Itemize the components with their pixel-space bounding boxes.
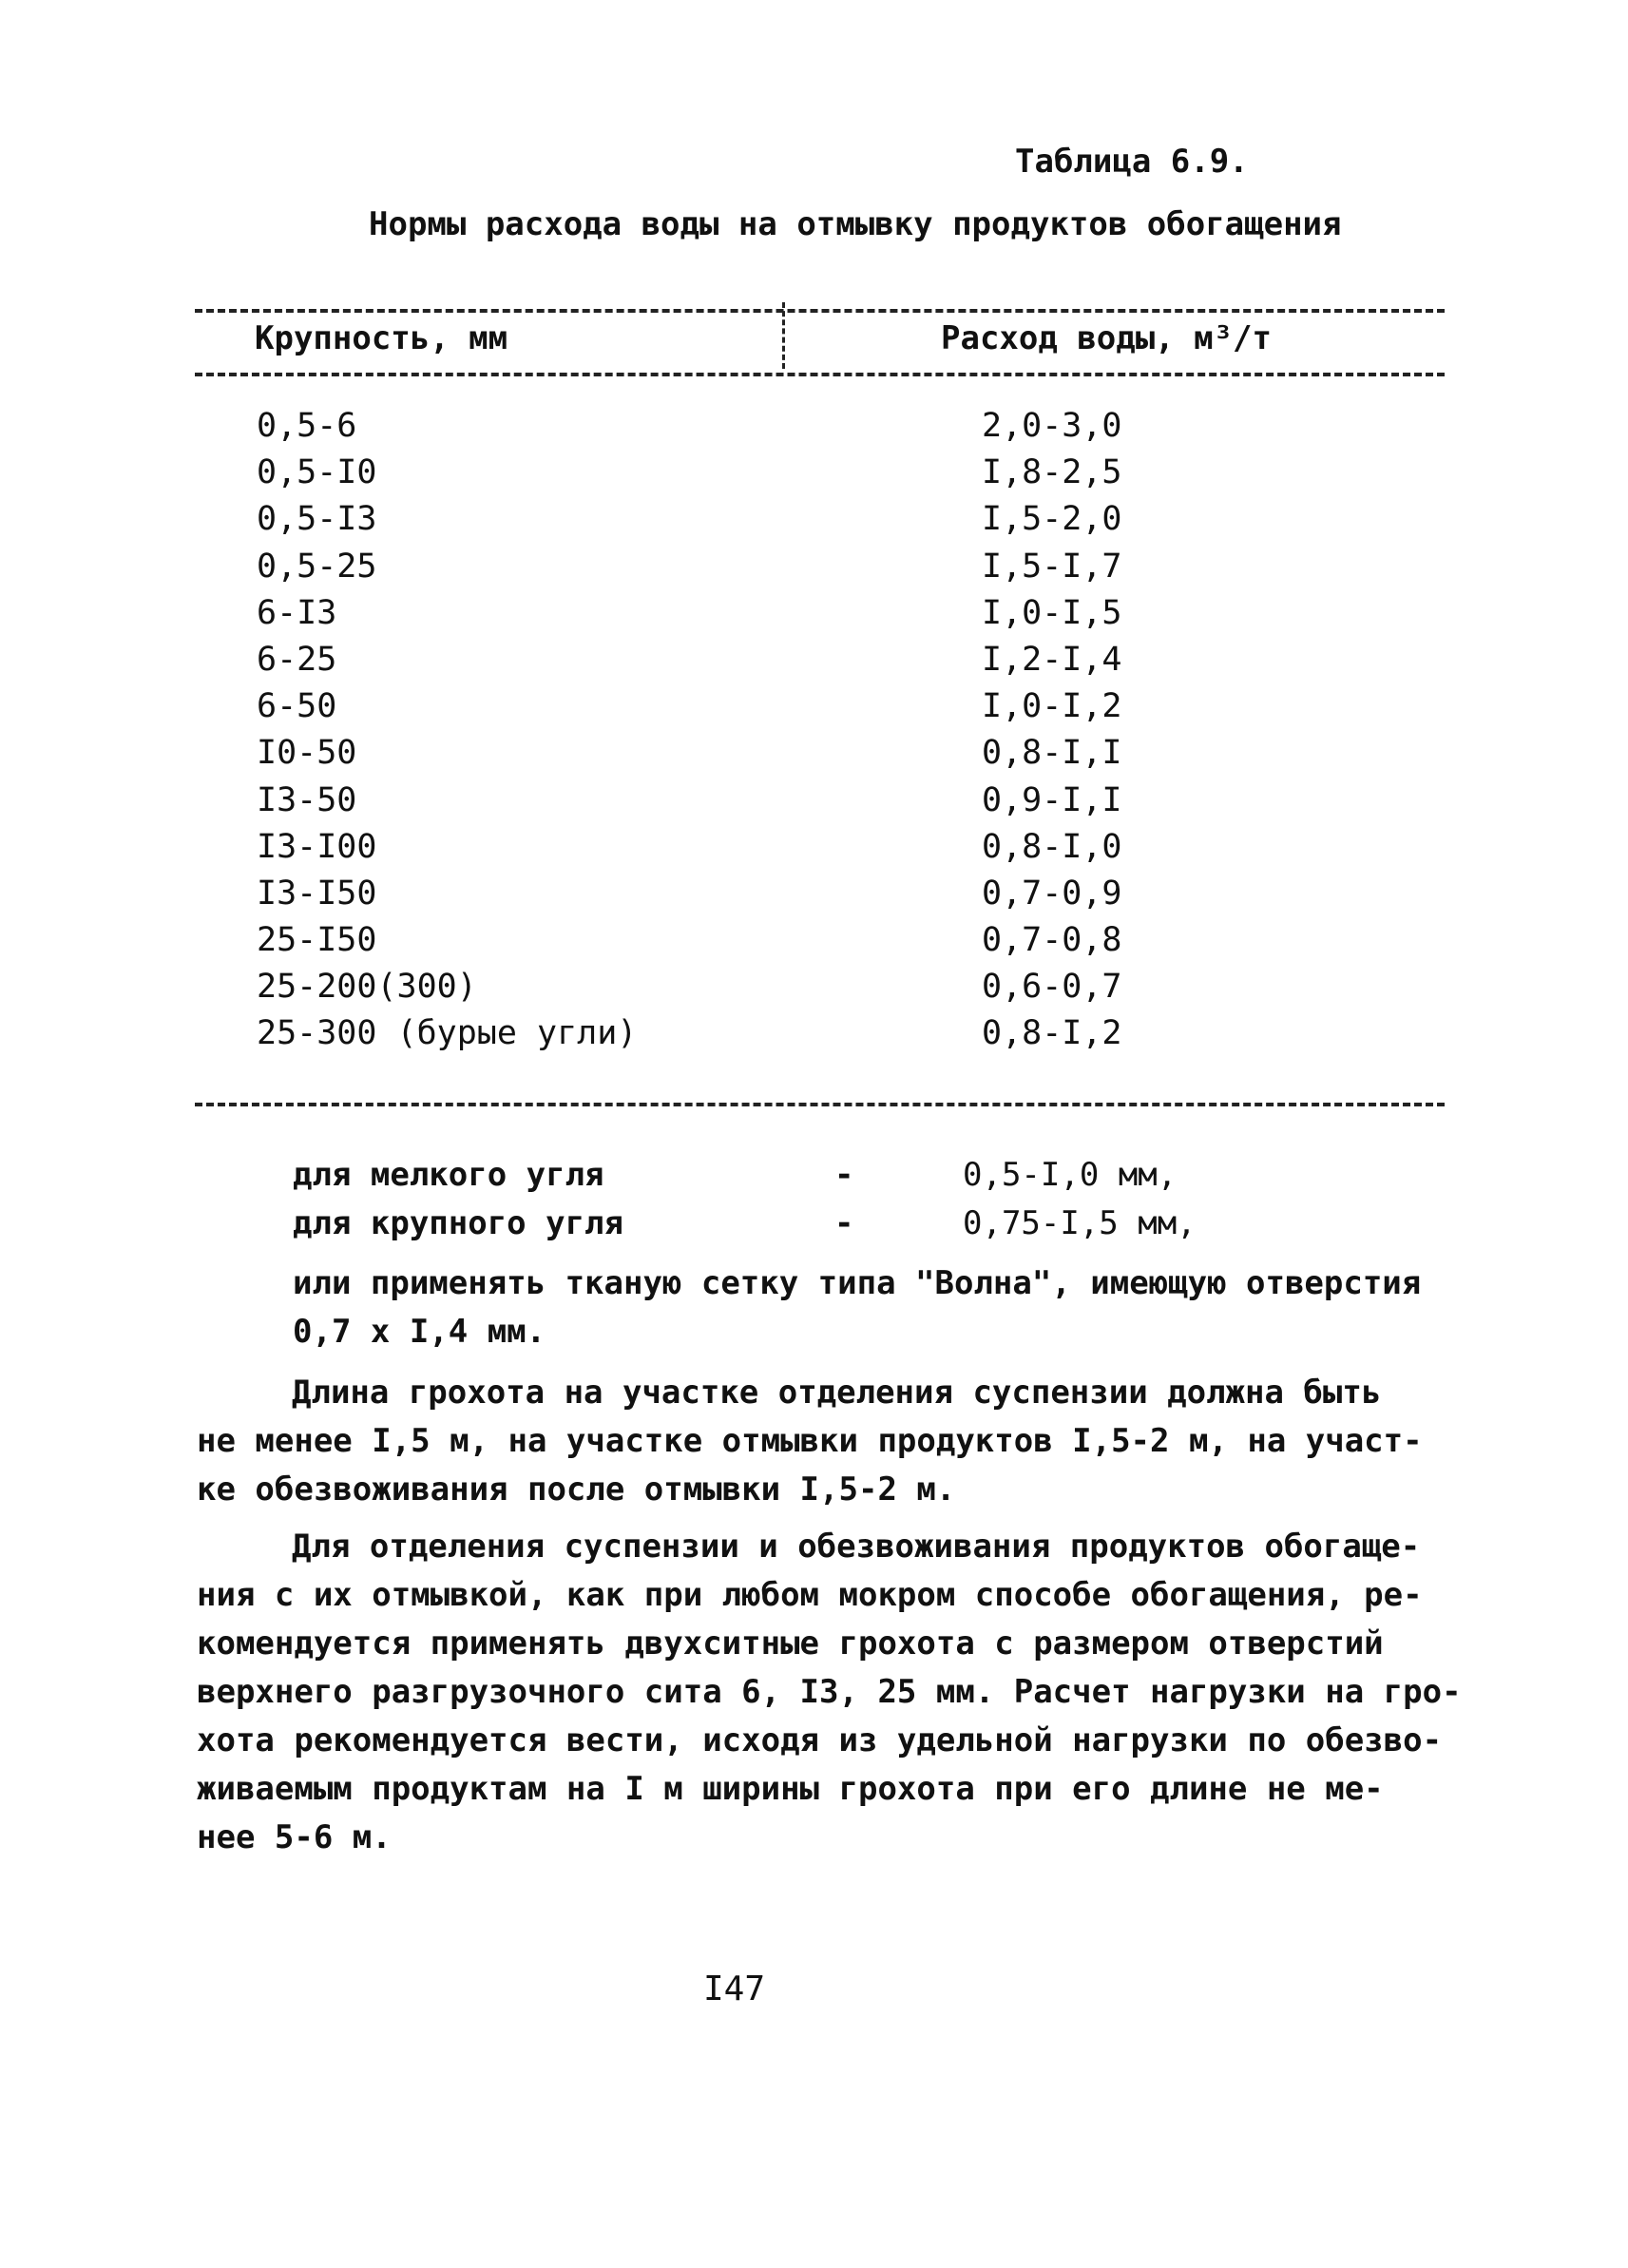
cell-water: 0,8-I,2 — [982, 1014, 1122, 1053]
cell-water: I,0-I,5 — [982, 593, 1122, 632]
paragraph-screen-length — [197, 1374, 1432, 1519]
cell-water: I,5-I,7 — [982, 547, 1122, 586]
cell-size: 25-I50 — [257, 921, 377, 960]
cell-water: I,5-2,0 — [982, 500, 1122, 539]
table-row — [0, 1014, 1628, 1061]
column-header-size: Крупность, мм — [255, 319, 508, 357]
cell-size: 25-200(300) — [257, 968, 477, 1007]
cell-size: 6-50 — [257, 687, 337, 726]
cell-size: 0,5-25 — [257, 547, 377, 586]
paragraph-line: не менее I,5 м, на участке отмывки продуктов I,5-2 м, на участ- — [197, 1422, 1423, 1460]
table-title: Нормы расхода воды на отмывку продуктов обогащения — [369, 205, 1342, 243]
cell-water: I,8-2,5 — [982, 453, 1122, 492]
table-header-rule — [195, 373, 1445, 376]
table-row — [0, 828, 1628, 875]
paragraph-line: Для отделения суспензии и обезвоживания продуктов обогаще- — [292, 1528, 1421, 1566]
cell-size: 0,5-I3 — [257, 500, 377, 539]
table-row — [0, 594, 1628, 641]
paragraph-line: комендуется применять двухситные грохота с размером отверстий — [197, 1624, 1384, 1663]
table-body — [0, 407, 1628, 1062]
paragraph-line: Длина грохота на участке отделения суспензии должна быть — [292, 1374, 1382, 1412]
table-top-rule — [195, 309, 1445, 313]
page-number: I47 — [703, 1970, 766, 2009]
paragraph-line: живаемым продуктам на I м ширины грохота при его длине не ме- — [197, 1770, 1384, 1808]
cell-water: 0,7-0,9 — [982, 874, 1122, 913]
paragraph-line: хота рекомендуется вести, исходя из удельной нагрузки по обезво- — [197, 1721, 1443, 1759]
table-row — [0, 641, 1628, 687]
table-row — [0, 968, 1628, 1014]
paragraph-line: верхнего разгрузочного сита 6, I3, 25 мм. Расчет нагрузки на гро- — [197, 1673, 1462, 1711]
table-bottom-rule — [195, 1103, 1445, 1106]
table-label: Таблица 6.9. — [1015, 143, 1249, 181]
note-value: 0,75-I,5 мм, — [963, 1204, 1197, 1242]
cell-size: I3-I00 — [257, 827, 377, 866]
cell-water: 0,8-I,I — [982, 734, 1122, 773]
note-label: для мелкого угля — [293, 1156, 604, 1194]
cell-water: I,0-I,2 — [982, 687, 1122, 726]
cell-size: 0,5-6 — [257, 407, 357, 445]
paragraph-line: или применять тканую сетку типа "Волна", имеющую отверстия — [293, 1264, 1422, 1302]
table-row — [0, 781, 1628, 828]
table-row — [0, 687, 1628, 734]
cell-size: 0,5-I0 — [257, 453, 377, 492]
table-row — [0, 500, 1628, 547]
table-row — [0, 734, 1628, 780]
cell-size: I3-50 — [257, 780, 357, 819]
paragraph-line: ке обезвоживания после отмывки I,5-2 м. — [197, 1470, 956, 1509]
cell-size: 6-I3 — [257, 593, 337, 632]
cell-water: 2,0-3,0 — [982, 407, 1122, 445]
note-dash: - — [834, 1204, 854, 1242]
cell-size: I0-50 — [257, 734, 357, 773]
column-header-water: Расход воды, м³/т — [941, 319, 1272, 357]
cell-water: 0,6-0,7 — [982, 968, 1122, 1007]
table-row — [0, 407, 1628, 453]
table-row — [0, 921, 1628, 968]
paragraph-mesh — [293, 1264, 1528, 1361]
table-row — [0, 453, 1628, 500]
paragraph-line: нее 5-6 м. — [197, 1818, 392, 1856]
cell-size: 6-25 — [257, 640, 337, 679]
cell-size: 25-300 (бурые угли) — [257, 1014, 638, 1053]
table-row — [0, 875, 1628, 921]
table-row — [0, 548, 1628, 594]
cell-water: I,2-I,4 — [982, 640, 1122, 679]
paragraph-line: ния с их отмывкой, как при любом мокром способе обогащения, ре- — [197, 1576, 1423, 1614]
cell-water: 0,9-I,I — [982, 780, 1122, 819]
note-label: для крупного угля — [293, 1204, 623, 1242]
cell-size: I3-I50 — [257, 874, 377, 913]
table-header-separator — [782, 302, 785, 369]
note-dash: - — [834, 1156, 854, 1194]
note-value: 0,5-I,0 мм, — [963, 1156, 1178, 1194]
cell-water: 0,7-0,8 — [982, 921, 1122, 960]
paragraph-double-deck-screens — [197, 1528, 1462, 1867]
cell-water: 0,8-I,0 — [982, 827, 1122, 866]
paragraph-line: 0,7 x I,4 мм. — [293, 1313, 546, 1351]
